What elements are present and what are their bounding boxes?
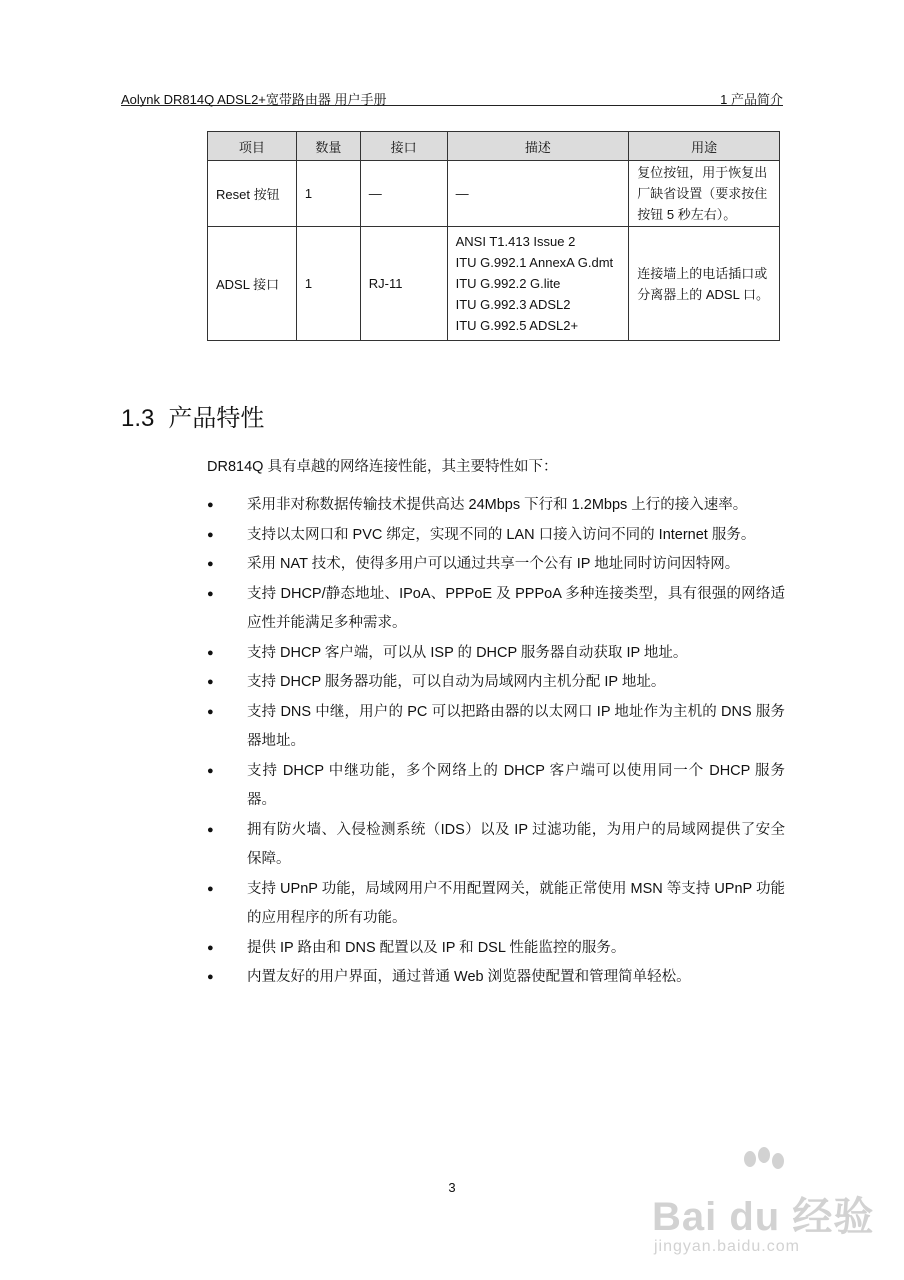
list-item [207,875,785,934]
watermark-url: jingyan.baidu.com [654,1238,800,1255]
header-divider [121,105,783,106]
desc-line: ANSI T1.413 Issue 2 [455,234,576,249]
col-header-desc: 描述 [447,132,629,161]
feature-text: 内置友好的用户界面，通过普通 Web 浏览器使配置和管理简单轻松。 [247,969,691,985]
feature-text: 采用非对称数据传输技术提供高达 24Mbps 下行和 1.2Mbps 上行的接入速率。 [247,497,748,513]
list-item [207,934,785,964]
bullet-icon: ● [207,764,214,777]
feature-text: 支持 UPnP 功能，局域网用户不用配置网关，就能正常使用 MSN 等支持 UPnP 功能的应用程序的所有功能。 [247,880,785,926]
page-header [121,85,783,107]
cell-item: ADSL 接口 [208,227,297,341]
desc-line: ITU G.992.2 G.lite [455,276,561,291]
feature-text: 支持 DHCP 客户端，可以从 ISP 的 DHCP 服务器自动获取 IP 地址。 [247,644,688,661]
bullet-icon: ● [207,646,214,659]
section-title: 产品特性 [168,405,265,432]
col-header-item: 项目 [208,132,297,161]
section-heading [121,398,264,433]
cell-qty: 1 [296,227,360,341]
feature-text: 提供 IP 路由和 DNS 配置以及 IP 和 DSL 性能监控的服务。 [247,939,626,956]
cell-item: Reset 按钮 [208,161,297,227]
section-number: 1.3 [121,405,155,432]
cell-use: 复位按钮，用于恢复出厂缺省设置（要求按住按钮 5 秒左右）。 [629,161,780,227]
desc-line: ITU G.992.5 ADSL2+ [455,318,579,333]
bullet-icon: ● [207,705,214,718]
col-header-port: 接口 [360,132,447,161]
bullet-icon: ● [207,528,214,541]
list-item [207,757,785,816]
baidu-watermark [640,1145,880,1265]
list-item [207,521,785,551]
col-header-use: 用途 [629,132,780,161]
desc-line: — [455,186,469,201]
desc-line: ITU G.992.1 AnnexA G.dmt [455,255,614,270]
list-item [207,580,785,639]
list-item [207,698,785,757]
feature-text: 拥有防火墙、入侵检测系统（IDS）以及 IP 过滤功能，为用户的局域网提供了安全保障。 [247,821,785,867]
page-number: 3 [448,1180,456,1195]
cell-desc [447,227,629,341]
feature-text: 支持 DNS 中继，用户的 PC 可以把路由器的以太网口 IP 地址作为主机的 DNS 服务器地址。 [247,703,785,749]
section-intro: DR814Q 具有卓越的网络连接性能，其主要特性如下： [207,459,558,475]
bullet-icon: ● [207,558,214,570]
interface-table [207,131,780,341]
list-item [207,963,785,993]
header-title: Aolynk DR814Q ADSL2+宽带路由器 用户手册 [121,92,387,107]
list-item [207,668,785,698]
bullet-icon: ● [207,499,214,511]
feature-list [207,491,785,993]
bullet-icon: ● [207,587,214,600]
table-header-row [208,132,780,161]
list-item [207,816,785,875]
bullet-icon: ● [207,823,214,836]
table-row [208,161,780,227]
paw-icon [732,1147,792,1187]
table-row [208,227,780,341]
cell-desc [447,161,629,227]
cell-use: 连接墙上的电话插口或分离器上的 ADSL 口。 [629,227,780,341]
watermark-logo-text: Bai du 经验 [652,1195,875,1239]
bullet-icon: ● [207,882,214,895]
bullet-icon: ● [207,971,214,983]
bullet-icon: ● [207,941,214,954]
feature-text: 支持 DHCP 中继功能，多个网络上的 DHCP 客户端可以使用同一个 DHCP 服务器。 [247,762,785,808]
desc-line: ITU G.992.3 ADSL2 [455,297,571,312]
cell-qty: 1 [296,161,360,227]
list-item [207,491,785,521]
cell-port: — [360,161,447,227]
bullet-icon: ● [207,676,214,688]
feature-text: 支持 DHCP/静态地址、IPoA、PPPoE 及 PPPoA 多种连接类型，具有很强的网络适应性并能满足多种需求。 [247,585,785,631]
list-item [207,639,785,669]
list-item [207,550,785,580]
header-chapter: 1 产品简介 [720,92,783,107]
feature-text: 支持 DHCP 服务器功能，可以自动为局域网内主机分配 IP 地址。 [247,674,666,690]
feature-text: 采用 NAT 技术，使得多用户可以通过共享一个公有 IP 地址同时访问因特网。 [247,556,740,572]
cell-port: RJ-11 [360,227,447,341]
feature-text: 支持以太网口和 PVC 绑定，实现不同的 LAN 口接入访问不同的 Internet 服务。 [247,526,756,543]
col-header-qty: 数量 [296,132,360,161]
